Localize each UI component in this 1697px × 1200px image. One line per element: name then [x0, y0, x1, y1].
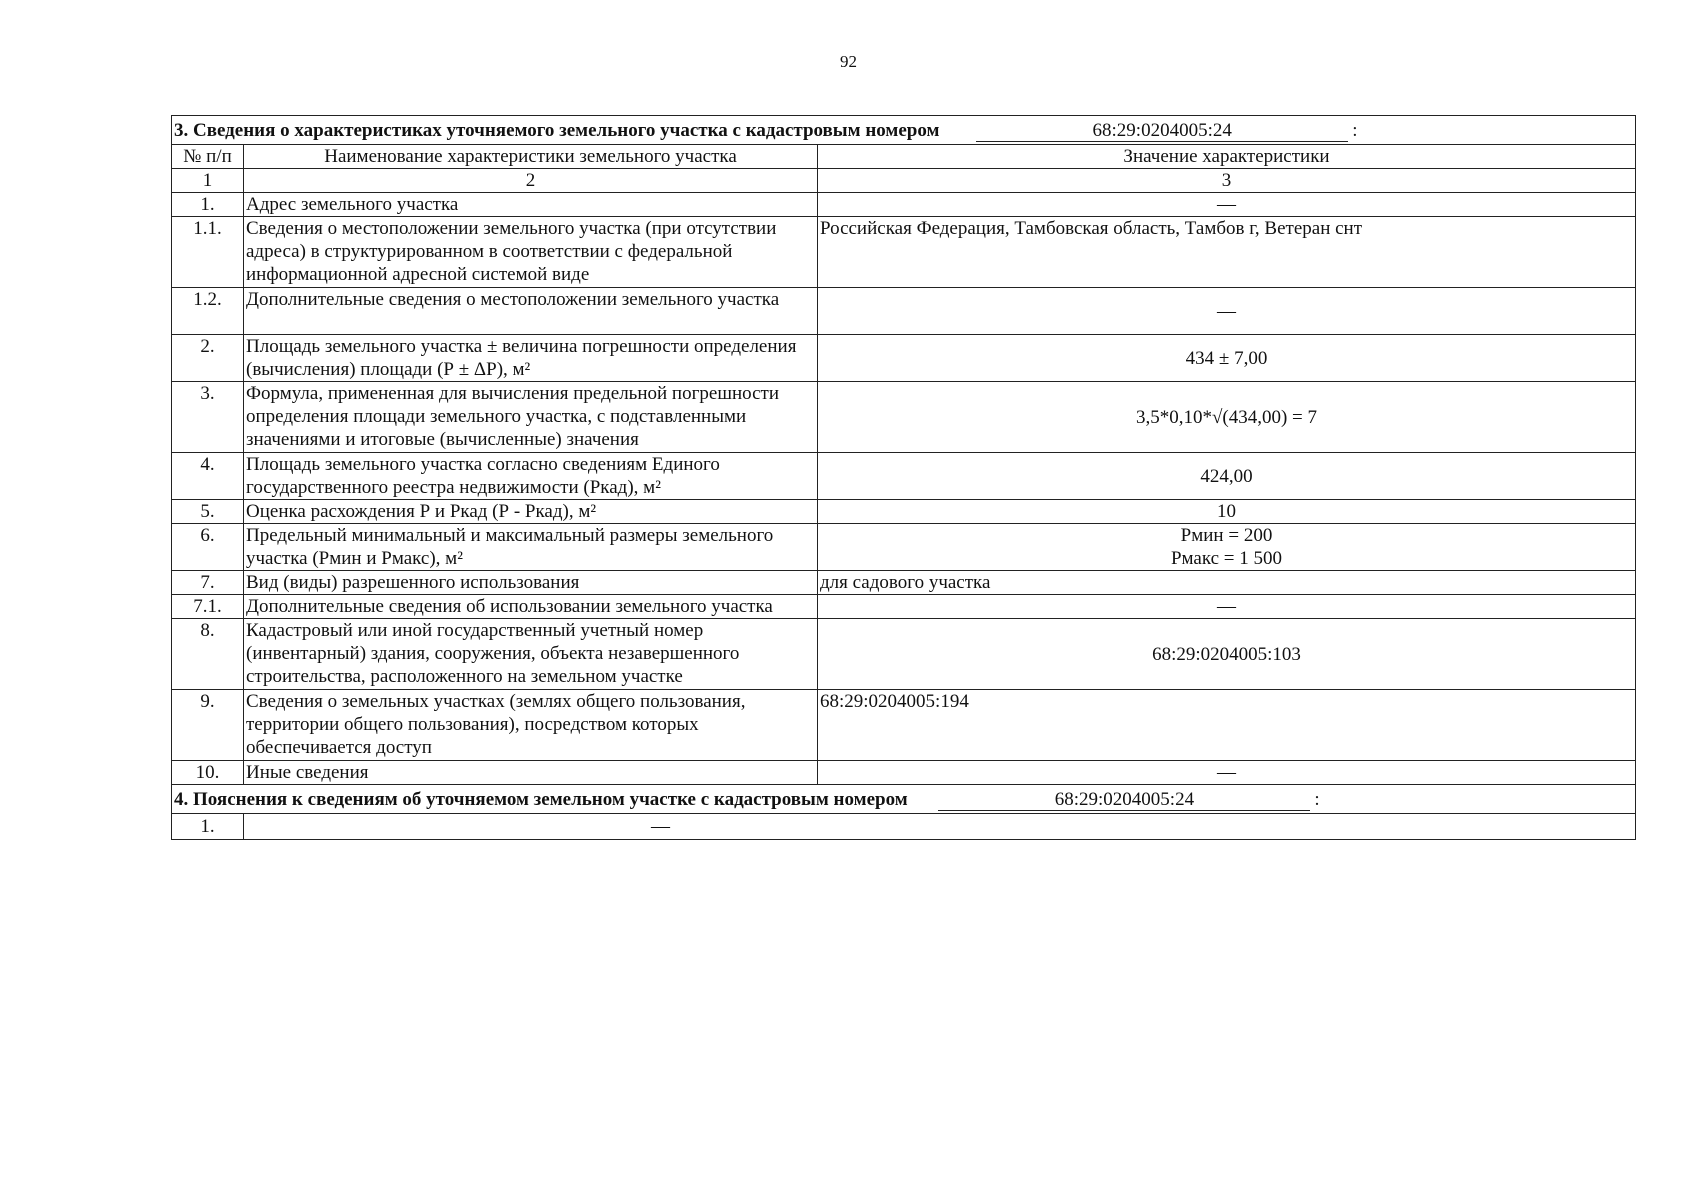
- row-value: Российская Федерация, Тамбовская область, Тамбов г, Ветеран снт: [818, 217, 1636, 288]
- row-number: 9.: [172, 690, 244, 761]
- land-plot-characteristics-table: [171, 115, 1636, 840]
- header-characteristic-name: Наименование характеристики земельного участка: [244, 145, 818, 169]
- table-row: [172, 335, 1636, 382]
- row-value: —: [818, 193, 1636, 217]
- row-name: Площадь земельного участка согласно сведениям Единого государственного реестра недвижимости (Ркад), м²: [244, 453, 818, 500]
- row-name: Сведения о земельных участках (землях общего пользования, территории общего пользования), посредством которых обеспечивается доступ: [244, 690, 818, 761]
- row-number: 10.: [172, 761, 244, 785]
- row-number: 1.1.: [172, 217, 244, 288]
- row-number: 8.: [172, 619, 244, 690]
- row-value-min: Рмин = 200: [1180, 525, 1273, 546]
- row-name: Кадастровый или иной государственный учетный номер (инвентарный) здания, сооружения, объекта незавершенного строительства, расположенного на земельном участке: [244, 619, 818, 690]
- table-row: [172, 524, 1636, 571]
- section-3-title: 3. Сведения о характеристиках уточняемого земельного участка с кадастровым номером: [174, 119, 940, 141]
- table-row: [172, 814, 1636, 840]
- row-number: 2.: [172, 335, 244, 382]
- row-value: 3,5*0,10*√(434,00) = 7: [818, 382, 1636, 453]
- section-3-header-row: [172, 116, 1636, 145]
- header-number: № п/п: [172, 145, 244, 169]
- table-row: [172, 453, 1636, 500]
- table-row: [172, 761, 1636, 785]
- section-4-row-number: 1.: [172, 814, 244, 840]
- row-number: 1.2.: [172, 288, 244, 335]
- section-4-title-cell: [172, 785, 1636, 814]
- column-number-3: 3: [818, 169, 1636, 193]
- section-4-title: 4. Пояснения к сведениям об уточняемом земельном участке с кадастровым номером: [174, 788, 908, 810]
- table-row: [172, 619, 1636, 690]
- row-name: Формула, примененная для вычисления предельной погрешности определения площади земельного участка, с подставленными значениями и итоговые (вычисленные) значения: [244, 382, 818, 453]
- table-row: [172, 193, 1636, 217]
- row-value: 10: [818, 500, 1636, 524]
- row-name: Дополнительные сведения о местоположении земельного участка: [244, 288, 818, 335]
- table-row: [172, 217, 1636, 288]
- row-number: 1.: [172, 193, 244, 217]
- table-row: [172, 595, 1636, 619]
- table-row: [172, 500, 1636, 524]
- row-number: 7.1.: [172, 595, 244, 619]
- row-value: —: [818, 761, 1636, 785]
- section-4-cadastral-number: 68:29:0204005:24: [938, 789, 1310, 811]
- column-number-1: 1: [172, 169, 244, 193]
- section-3-separator: :: [1352, 119, 1358, 141]
- row-name: Предельный минимальный и максимальный размеры земельного участка (Рмин и Рмакс), м²: [244, 524, 818, 571]
- section-4-row-value: —: [244, 814, 1636, 840]
- row-number: 6.: [172, 524, 244, 571]
- table-row: [172, 382, 1636, 453]
- table-row: [172, 690, 1636, 761]
- row-number: 4.: [172, 453, 244, 500]
- section-3-title-cell: [172, 116, 1636, 145]
- row-value: 424,00: [818, 453, 1636, 500]
- row-value: 68:29:0204005:194: [818, 690, 1636, 761]
- row-number: 3.: [172, 382, 244, 453]
- row-value-max: Рмакс = 1 500: [1170, 548, 1283, 569]
- row-value: —: [818, 595, 1636, 619]
- row-name: Иные сведения: [244, 761, 818, 785]
- header-characteristic-value: Значение характеристики: [818, 145, 1636, 169]
- column-number-2: 2: [244, 169, 818, 193]
- table-row: [172, 288, 1636, 335]
- column-header-row: [172, 145, 1636, 169]
- row-name: Сведения о местоположении земельного участка (при отсутствии адреса) в структурированном в соответствии с федеральной информационной адресной системой виде: [244, 217, 818, 288]
- table-row: [172, 571, 1636, 595]
- row-value: [818, 524, 1636, 571]
- row-value: 68:29:0204005:103: [818, 619, 1636, 690]
- row-value: для садового участка: [818, 571, 1636, 595]
- row-name: Вид (виды) разрешенного использования: [244, 571, 818, 595]
- section-4-separator: :: [1314, 788, 1320, 810]
- section-3-cadastral-number: 68:29:0204005:24: [976, 120, 1348, 142]
- row-name: Оценка расхождения Р и Ркад (Р - Ркад), м²: [244, 500, 818, 524]
- row-value: —: [818, 288, 1636, 335]
- row-number: 7.: [172, 571, 244, 595]
- column-number-row: [172, 169, 1636, 193]
- row-value: 434 ± 7,00: [818, 335, 1636, 382]
- row-name: Дополнительные сведения об использовании земельного участка: [244, 595, 818, 619]
- row-name: Площадь земельного участка ± величина погрешности определения (вычисления) площади (Р ± ΔР), м²: [244, 335, 818, 382]
- row-number: 5.: [172, 500, 244, 524]
- section-4-header-row: [172, 785, 1636, 814]
- page-number: 92: [840, 52, 857, 71]
- row-name: Адрес земельного участка: [244, 193, 818, 217]
